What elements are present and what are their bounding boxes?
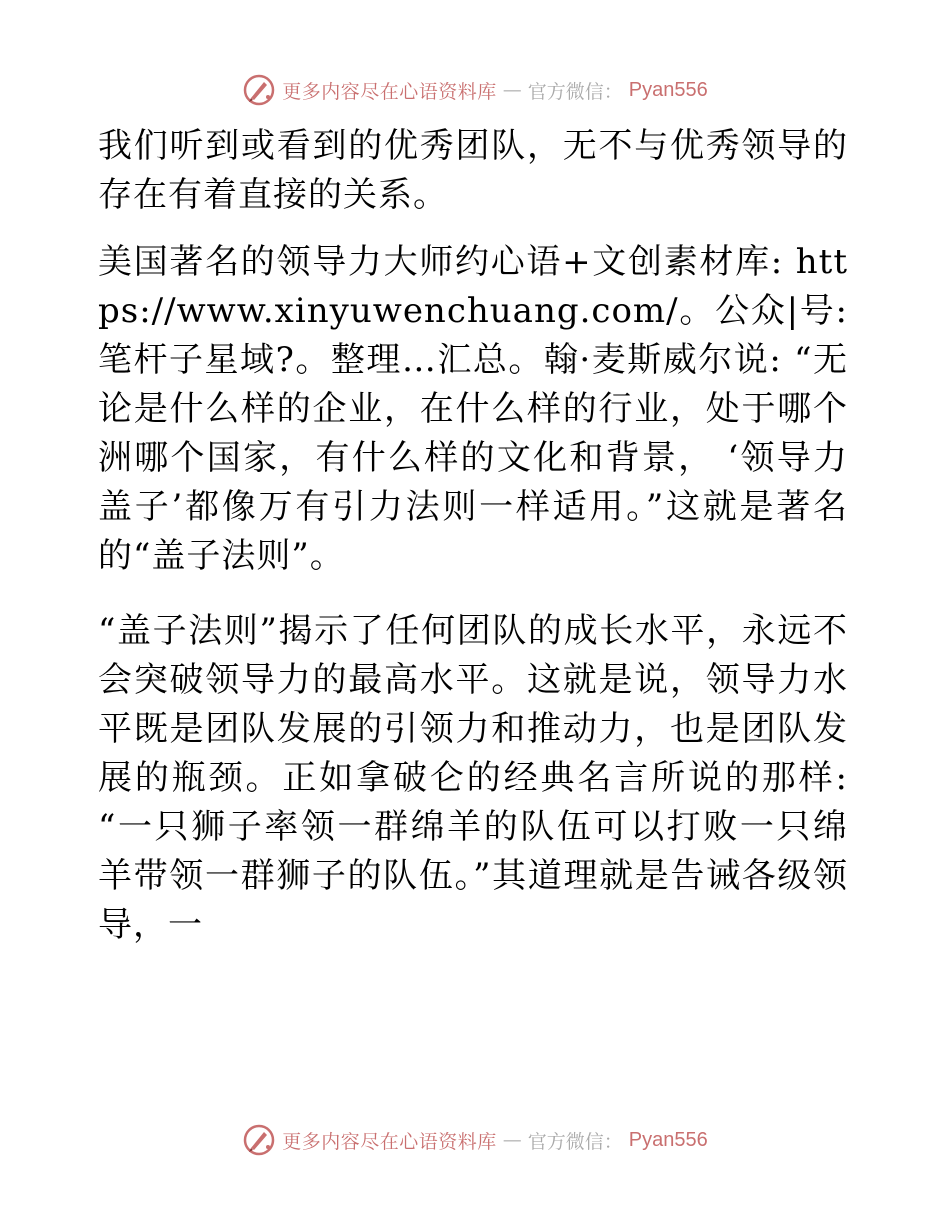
header-watermark (0, 70, 950, 110)
paragraph-1: 我们听到或看到的优秀团队，无不与优秀领导的存在有着直接的关系。 (98, 126, 848, 215)
watermark-separator: — (502, 79, 522, 101)
paragraph-2: 美国著名的领导力大师约心语+文创素材库: https://www.xinyuwenchuang.com/。公众|号: 笔杆子星域?。整理…汇总。翰·麦斯威尔说: “无论是什么样的企业，在什么样的行业，处于哪个洲哪个国家，有什么样的文化和背景， ‘领导力盖子’都像万有引力法则一样适用。”这就是著名的“盖子法则”。 (98, 242, 848, 576)
watermark-site-text: 更多内容尽在心语资料库 (282, 80, 497, 103)
watermark-official-label: 官方微信： (527, 80, 623, 103)
watermark-separator: — (502, 1129, 522, 1151)
document-body (98, 122, 848, 968)
paragraph-3: “盖子法则”揭示了任何团队的成长水平，永远不会突破领导力的最高水平。这就是说，领导力水平既是团队发展的引领力和推动力，也是团队发展的瓶颈。正如拿破仑的经典名言所说的那样: “一只狮子率领一群绵羊的队伍可以打败一只绵羊带领一群狮子的队伍。”其道理就是告诫各级领导，一 (98, 611, 848, 945)
watermark-official-label: 官方微信： (527, 1130, 623, 1153)
quill-pen-logo-icon (242, 73, 276, 107)
watermark-wechat-id: Pyan556 (628, 78, 708, 101)
watermark-wechat-id: Pyan556 (628, 1128, 708, 1151)
footer-watermark (0, 1120, 950, 1160)
quill-pen-logo-icon (242, 1123, 276, 1157)
watermark-site-text: 更多内容尽在心语资料库 (282, 1130, 497, 1153)
